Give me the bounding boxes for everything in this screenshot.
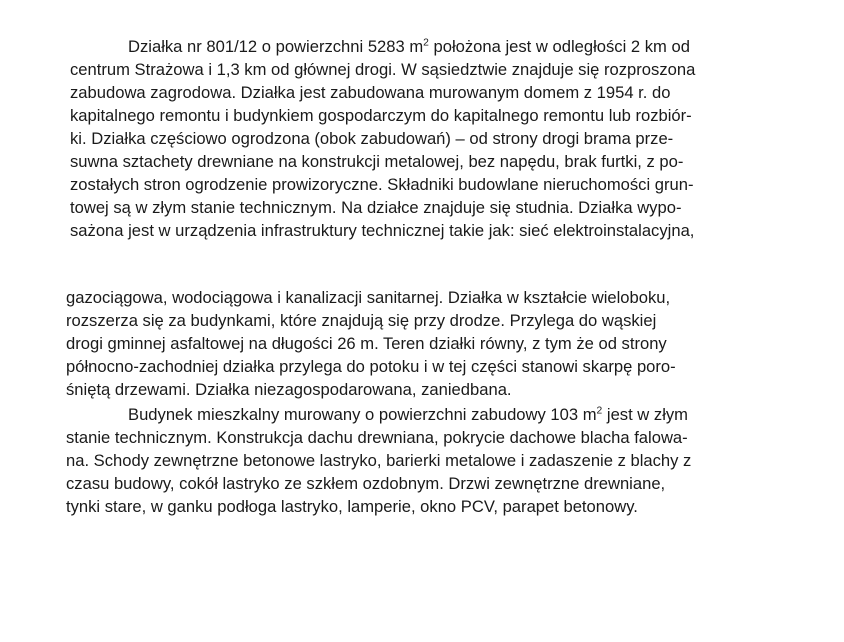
text-line: północno-zachodniej działka przylega do potoku i w tej części stanowi skarpę poro- (66, 357, 676, 376)
text-line: stanie technicznym. Konstrukcja dachu drewniana, pokrycie dachowe blacha falowa- (66, 428, 688, 447)
text-span: położona jest w odległości 2 km od (428, 37, 690, 56)
text-line: suwna sztachety drewniane na konstrukcji metalowej, bez napędu, brak furtki, z po- (70, 152, 684, 171)
text-line: kapitalnego remontu i budynkiem gospodarczym do kapitalnego remontu lub rozbiór- (70, 106, 692, 125)
text-line: towej są w złym stanie technicznym. Na działce znajduje się studnia. Działka wypo- (70, 198, 682, 217)
superscript: 2 (423, 37, 429, 49)
text-line: tynki stare, w ganku podłoga lastryko, lamperie, okno PCV, parapet betonowy. (66, 497, 638, 516)
text-line: drogi gminnej asfaltowej na długości 26 m. Teren działki równy, z tym że od strony (66, 334, 667, 353)
text-line: śniętą drzewami. Działka niezagospodarowana, zaniedbana. (66, 380, 512, 399)
text-span: Działka nr 801/12 o powierzchni 5283 m (128, 37, 424, 56)
text-line: na. Schody zewnętrzne betonowe lastryko, barierki metalowe i zadaszenie z blachy z (66, 451, 692, 470)
text-span: Budynek mieszkalny murowany o powierzchni zabudowy 103 m (128, 405, 597, 424)
text-span: jest w złym (602, 405, 689, 424)
text-line (128, 37, 690, 57)
text-line: sażona jest w urządzenia infrastruktury technicznej takie jak: sieć elektroinstalacyjna, (70, 221, 695, 240)
text-line: centrum Strażowa i 1,3 km od głównej drogi. W sąsiedztwie znajduje się rozproszona (70, 60, 696, 79)
text-line: gazociągowa, wodociągowa i kanalizacji sanitarnej. Działka w kształcie wieloboku, (66, 288, 671, 307)
text-line (128, 405, 688, 425)
text-line: rozszerza się za budynkami, które znajdują się przy drodze. Przylega do wąskiej (66, 311, 657, 330)
text-line: ki. Działka częściowo ogrodzona (obok zabudowań) – od strony drogi brama prze- (70, 129, 674, 148)
text-line: zabudowa zagrodowa. Działka jest zabudowana murowanym domem z 1954 r. do (70, 83, 671, 102)
text-line: zostałych stron ogrodzenie prowizoryczne. Składniki budowlane nieruchomości grun- (70, 175, 694, 194)
text-line: czasu budowy, cokół lastryko ze szkłem ozdobnym. Drzwi zewnętrzne drewniane, (66, 474, 666, 493)
superscript: 2 (596, 405, 603, 417)
